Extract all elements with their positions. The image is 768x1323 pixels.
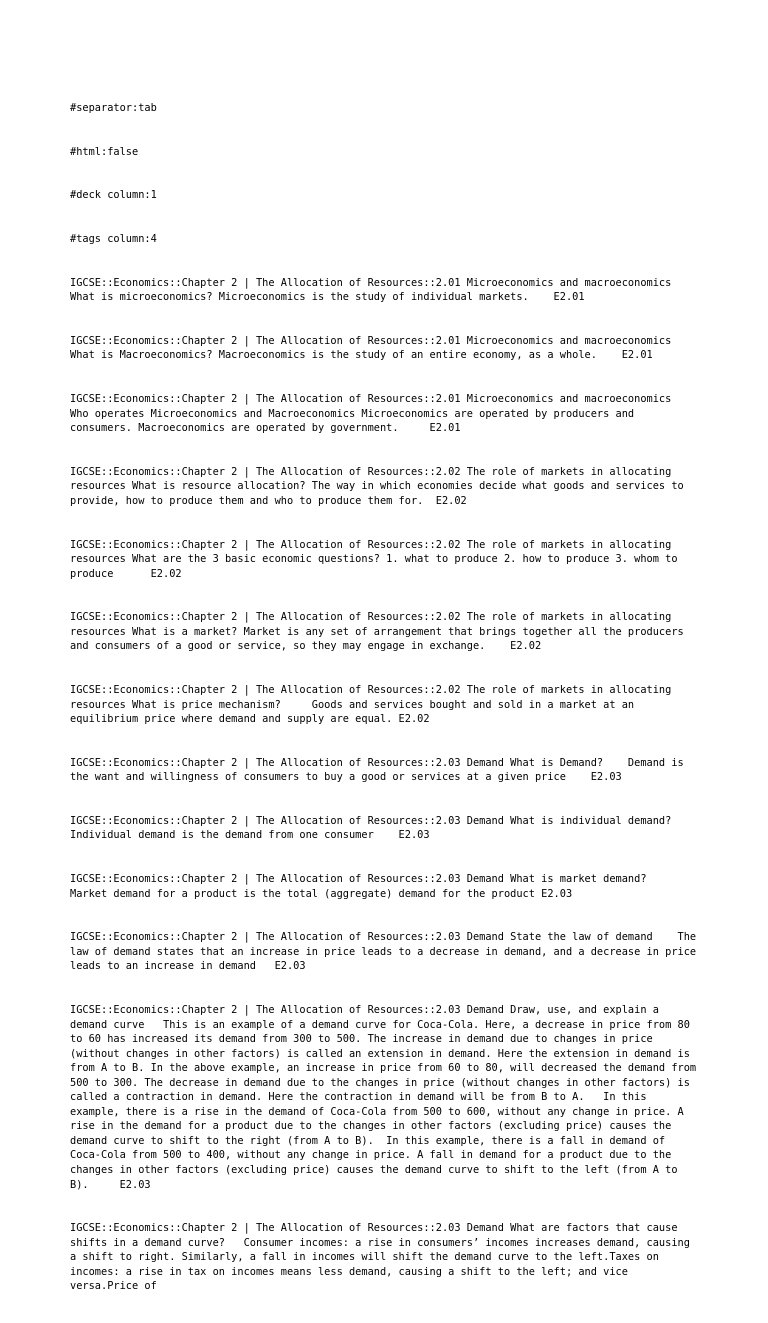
text-line: IGCSE::Economics::Chapter 2 | The Allocation of Resources::2.02 The role of markets in allocating resources What is a market? Market is any set of arrangement that brings together all the producers and consumers of a good or service, so they may engage in exchange. E2.02 bbox=[70, 611, 690, 653]
text-line: #deck column:1 bbox=[70, 189, 157, 202]
text-line: IGCSE::Economics::Chapter 2 | The Allocation of Resources::2.01 Microeconomics and macroeconomics What is microeconomics? Microeconomics is the study of individual markets. E2.01 bbox=[70, 276, 697, 304]
text-line: #separator:tab bbox=[70, 102, 157, 115]
document-text-body bbox=[70, 72, 703, 1323]
text-line: IGCSE::Economics::Chapter 2 | The Allocation of Resources::2.03 Demand What is market demand? Market demand for a product is the total (aggregate) demand for the product E2.03 bbox=[70, 873, 666, 900]
text-line: IGCSE::Economics::Chapter 2 | The Allocation of Resources::2.03 Demand What are factors that cause shifts in a demand curve? Consumer incomes: a rise in consumers’ incomes increases demand, causing a shift to right. Similarly, a fall in incomes will shift the demand curve to the left.Taxes on incomes: a rise in tax on incomes means less demand, causing a shift to the left; and vice versa.Price of bbox=[70, 1222, 697, 1293]
text-line: IGCSE::Economics::Chapter 2 | The Allocation of Resources::2.01 Microeconomics and macroeconomics Who operates Microeconomics and Macroeconomics Microeconomics are operated by producers and consumers. Macroeconomics are operated by government. E2.01 bbox=[70, 393, 697, 435]
text-line: #html:false bbox=[70, 145, 139, 158]
text-line: IGCSE::Economics::Chapter 2 | The Allocation of Resources::2.03 Demand What is Demand? Demand is the want and willingness of consumers to buy a good or services at a given price E2.03 bbox=[70, 756, 690, 784]
text-line: IGCSE::Economics::Chapter 2 | The Allocation of Resources::2.02 The role of markets in allocating resources What is price mechanism? Goods and services bought and sold in a market at an equilibrium price where demand and supply are equal. E2.02 bbox=[70, 683, 678, 726]
text-line: #tags column:4 bbox=[70, 233, 157, 246]
text-line: IGCSE::Economics::Chapter 2 | The Allocation of Resources::2.03 Demand State the law of demand The law of demand states that an increase in price leads to a decrease in demand, and a decrease in price leads to an increase in demand E2.03 bbox=[70, 931, 703, 973]
text-line: IGCSE::Economics::Chapter 2 | The Allocation of Resources::2.02 The role of markets in allocating resources What is resource allocation? The way in which economies decide what goods and services to provide, how to produce them and who to produce them for. E2.02 bbox=[70, 465, 690, 507]
text-line: IGCSE::Economics::Chapter 2 | The Allocation of Resources::2.03 Demand What is individual demand? Individual demand is the demand from one consumer E2.03 bbox=[70, 814, 697, 842]
text-line: IGCSE::Economics::Chapter 2 | The Allocation of Resources::2.03 Demand Draw, use, and explain a demand curve This is an example of a demand curve for Coca-Cola. Here, a decrease in price from 80 to 60 has increased its demand from 300 to 500. The increase in demand due to changes in price (without changes in other factors) is called an extension in demand. Here the extension in demand is from A to B. In the above example, an increase in price from 60 to 80, will decreased the demand from 500 to 300. The decrease in demand due to the changes in price (without changes in other factors) is called a contraction in demand. Here the contraction in demand will be from B to A. In this example, there is a rise in the demand of Coca-Cola from 500 to 600, without any change in price. A rise in the demand for a product due to the changes in other factors (excluding price) causes the demand curve to shift to the right (from A to B). In this example, there is a fall in demand of Coca-Cola from 500 to 400, without any change in price. A fall in demand for a product due to the changes in other factors (excluding price) causes the demand curve to shift to the left (from A to B). E2.03 bbox=[70, 1004, 703, 1191]
text-line: IGCSE::Economics::Chapter 2 | The Allocation of Resources::2.02 The role of markets in allocating resources What are the 3 basic economic questions? 1. what to produce 2. how to produce 3. whom to produce E2.02 bbox=[70, 538, 684, 580]
text-line: IGCSE::Economics::Chapter 2 | The Allocation of Resources::2.01 Microeconomics and macroeconomics What is Macroeconomics? Macroeconomics is the study of an entire economy, as a whole. E2.01 bbox=[70, 334, 697, 362]
